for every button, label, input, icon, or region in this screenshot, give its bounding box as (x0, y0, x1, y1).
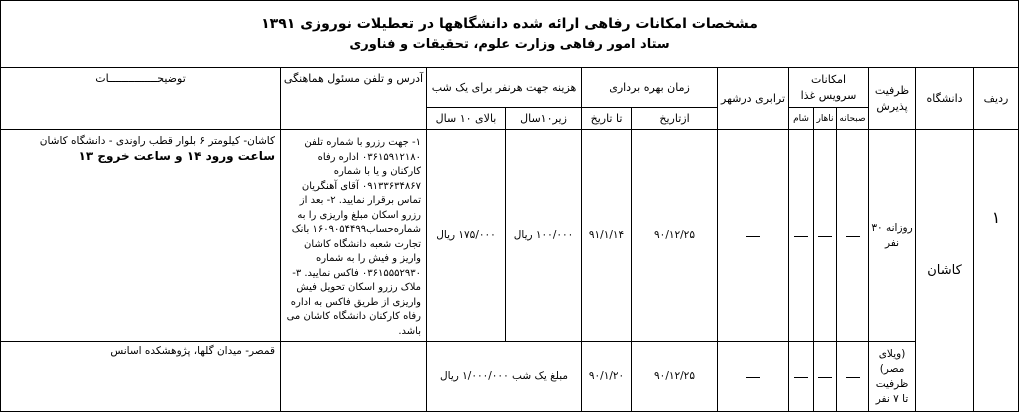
under-10-value: ۱۰۰/۰۰۰ ریال (506, 130, 582, 342)
notes-text: کاشان- کیلومتر ۶ بلوار قطب راوندی - دانشگاه کاشان (39, 135, 276, 147)
header-transport: ترابری درشهر (718, 68, 789, 130)
header-capacity: ظرفیت پذیرش (869, 68, 916, 130)
breakfast-value (837, 342, 869, 412)
lunch-value (814, 130, 837, 342)
dash-mark (818, 236, 832, 237)
header-address: آدرس و تلفن مسئول هماهنگی (281, 68, 427, 130)
dash-mark (846, 236, 860, 237)
cost-merged-value: مبلغ یک شب ۱/۰۰۰/۰۰۰ ریال (427, 342, 582, 412)
to-date-value: ۹۰/۱/۲۰ (582, 342, 632, 412)
transport-value (718, 130, 789, 342)
header-breakfast: صبحانه (837, 108, 869, 130)
address-text: ۱- جهت رزرو با شماره تلفن ۰۳۶۱۵۹۱۲۱۸۰ اداره رفاه کارکنان و یا با شماره ۰۹۱۳۳۶۳۴۸۶۷ آقای آهنگریان تماس برقرار نمایید. ۲- بعد از رزرو اسکان مبلغ واریزی را به شماره‌حساب۱۶۰۹۰۵۴۴۹۹ بانک تجارت شعبه دانشگاه کاشان واریز و فیش را به شماره ۰۳۶۱۵۵۵۲۹۳۰ فاکس نمایید. ۳- ملاک رزرو اسکان تحویل فیش واریزی از طریق فاکس به اداره رفاه کارکنان دانشگاه کاشان می باشد. (281, 130, 427, 342)
address-empty (281, 342, 427, 412)
dash-mark (746, 377, 760, 378)
header-under-10: زیر۱۰سال (506, 108, 582, 130)
dash-mark (818, 377, 832, 378)
title-line-1: مشخصات امکانات رفاهی ارائه شده دانشگاهها در تعطیلات نوروزی ۱۳۹۱ (261, 16, 758, 32)
header-over-10: بالای ۱۰ سال (427, 108, 506, 130)
table-row (1, 342, 1019, 412)
title-line-2: ستاد امور رفاهی وزارت علوم، تحقیقات و فناوری (349, 37, 670, 52)
university-name: کاشان (916, 130, 974, 412)
transport-value (718, 342, 789, 412)
header-university: دانشگاه (916, 68, 974, 130)
capacity-value: (ویلای مصر) ظرفیت تا ۷ نفر (869, 342, 916, 412)
header-notes: توضیحـــــــــــــــات (1, 68, 281, 130)
header-lunch: ناهار (814, 108, 837, 130)
dash-mark (746, 236, 760, 237)
to-date-value: ۹۱/۱/۱۴ (582, 130, 632, 342)
document-title (1, 1, 1019, 68)
dash-mark (846, 377, 860, 378)
header-dinner: شام (789, 108, 814, 130)
header-row-no: ردیف (974, 68, 1019, 130)
dinner-value (789, 342, 814, 412)
header-cost: هزینه جهت هرنفر برای یک شب (427, 68, 582, 108)
row-number: ۱ (974, 130, 1019, 412)
notes-cell (1, 130, 281, 342)
header-services: امکانات سرویس غذا (789, 68, 869, 108)
header-to-date: تا تاریخ (582, 108, 632, 130)
notes-text: قمصر- میدان گلها، پژوهشکده اسانس (1, 342, 281, 412)
dash-mark (794, 236, 808, 237)
lunch-value (814, 342, 837, 412)
over-10-value: ۱۷۵/۰۰۰ ریال (427, 130, 506, 342)
dash-mark (794, 377, 808, 378)
breakfast-value (837, 130, 869, 342)
dinner-value (789, 130, 814, 342)
table-row (1, 130, 1019, 342)
from-date-value: ۹۰/۱۲/۲۵ (632, 130, 718, 342)
capacity-value: روزانه ۳۰ نفر (869, 130, 916, 342)
notes-hours: ساعت ورود ۱۴ و ساعت خروج ۱۳ (78, 149, 276, 163)
header-usage-time: زمان بهره برداری (582, 68, 718, 108)
from-date-value: ۹۰/۱۲/۲۵ (632, 342, 718, 412)
header-from-date: ازتاریخ (632, 108, 718, 130)
